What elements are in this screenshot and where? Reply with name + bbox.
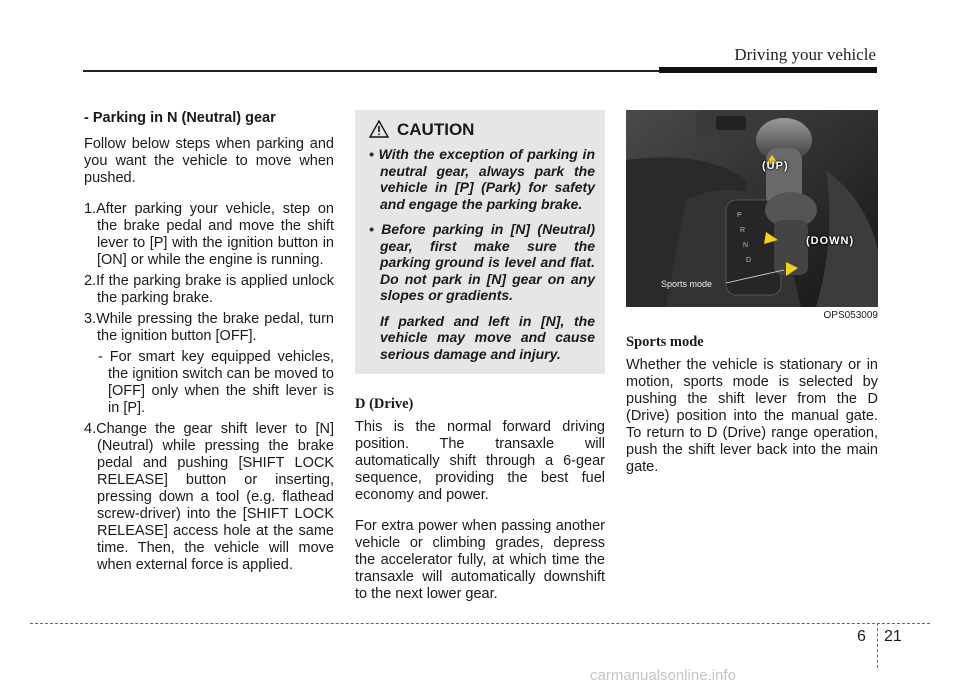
- step-3: 3.While pressing the brake pedal, turn the ignition button [OFF].: [84, 311, 334, 344]
- svg-text:P: P: [737, 212, 742, 219]
- figure-code: OPS053009: [823, 310, 878, 321]
- footer-rule: [30, 623, 930, 624]
- label-sports-mode: Sports mode: [661, 279, 713, 289]
- caution-heading: [369, 120, 595, 138]
- warning-triangle-icon: [369, 120, 389, 138]
- caution-box: [355, 110, 605, 374]
- shift-lever-figure: [626, 110, 878, 307]
- step-2: 2.If the parking brake is applied unlock the parking brake.: [84, 273, 334, 306]
- label-up: (UP): [762, 160, 789, 172]
- label-down: (DOWN): [806, 235, 855, 247]
- section-title: Driving your vehicle: [734, 45, 876, 64]
- column-sports-mode: [626, 110, 878, 490]
- watermark: carmanualsonline.info: [590, 667, 736, 684]
- intro-paragraph: Follow below steps when parking and you want the vehicle to move when pushed.: [84, 136, 334, 186]
- sports-mode-paragraph: Whether the vehicle is stationary or in motion, sports mode is selected by pushing the shift lever from the D (Drive) position into the manual gate. To return to D (Drive) range operation, push the shift lever back into the main gate.: [626, 357, 878, 475]
- caution-item-2-continuation: If parked and left in [N], the vehicle may move and cause serious damage and injury.: [380, 312, 595, 362]
- svg-text:R: R: [740, 227, 746, 234]
- footer-divider: [877, 623, 878, 668]
- caution-item-1: • With the exception of parking in neutral gear, always park the vehicle in [P] (Park) for safety and engage the parking brake.: [369, 146, 595, 212]
- svg-text:N: N: [743, 242, 749, 249]
- header-rule-accent: [659, 67, 877, 73]
- subheading-neutral-parking: - Parking in N (Neutral) gear: [84, 110, 276, 126]
- page-number: 21: [884, 628, 902, 645]
- sports-mode-heading: Sports mode: [626, 334, 704, 350]
- caution-item-2: • Before parking in [N] (Neutral) gear, first make sure the parking ground is level and flat. Do not park in [N] gear on any slopes or gradients.: [369, 221, 595, 303]
- caution-title: CAUTION: [397, 119, 475, 139]
- header-rule: [83, 70, 659, 72]
- step-3-note: - For smart key equipped vehicles, the ignition switch can be moved to [OFF] only when the shift lever is in [P].: [98, 349, 334, 416]
- drive-heading: D (Drive): [355, 396, 414, 412]
- svg-text:D: D: [746, 257, 752, 264]
- column-neutral-parking: [84, 110, 334, 578]
- column-caution-drive: [355, 110, 605, 617]
- step-1: 1.After parking your vehicle, step on the brake pedal and move the shift lever to [P] with the ignition button in [ON] or while the engine is running.: [84, 201, 334, 268]
- drive-paragraph-1: This is the normal forward driving position. The transaxle will automatically shift through a 6-gear sequence, providing the best fuel economy and power.: [355, 419, 605, 503]
- drive-paragraph-2: For extra power when passing another vehicle or climbing grades, depress the accelerator fully, at which time the transaxle will automatically downshift to the next lower gear.: [355, 518, 605, 602]
- section-number: 6: [857, 628, 866, 645]
- step-4: 4.Change the gear shift lever to [N] (Neutral) while pressing the brake pedal and pushing [SHIFT LOCK RELEASE] button or inserting, pressing down a tool (e.g. flathead screw-driver) into the [SHIFT LOCK RELEASE] access hole at the same time. Then, the vehicle will move when external force is applied.: [84, 421, 334, 573]
